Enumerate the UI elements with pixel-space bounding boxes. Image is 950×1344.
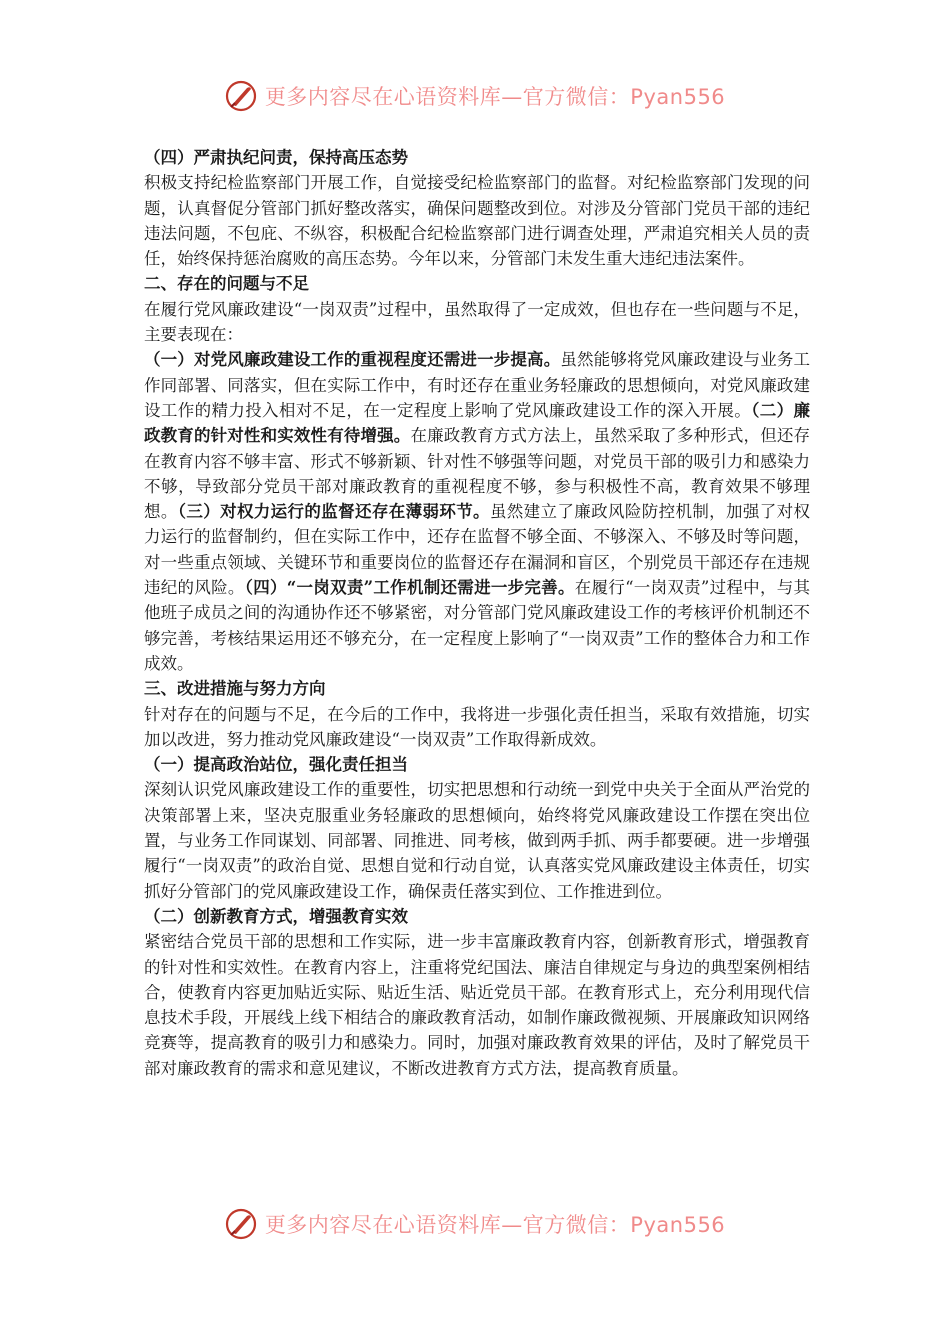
paragraph: 积极支持纪检监察部门开展工作，自觉接受纪检监察部门的监督。对纪检监察部门发现的问题，认真督促分管部门抓好整改落实，确保问题整改到位。对涉及分管部门党员干部的违纪违法问题，不包庇、不纵容，积极配合纪检监察部门进行调查处理，严肃追究相关人员的责任，始终保持惩治腐败的高压态势。今年以来，分管部门未发生重大违纪违法案件。 xyxy=(144,173,810,269)
section-heading: （一）提高政治站位，强化责任担当 xyxy=(144,755,408,775)
part-heading: 二、存在的问题与不足 xyxy=(144,274,309,294)
section-heading: （二）创新教育方式，增强教育实效 xyxy=(144,906,408,926)
inline-text: 虽然能够将党风廉政建设与业务工作同部署、同落实，但在实际工作中，有时还存在重业务轻廉政的思想倾向，对党风廉政建设工作的精力投入相对不足，在一定程度上影响了党风廉政建设工作的深入开展。 xyxy=(144,350,811,420)
paragraph: 针对存在的问题与不足，在今后的工作中，我将进一步强化责任担当，采取有效措施，切实加以改进，努力推动党风廉政建设“一岗双责”工作取得新成效。 xyxy=(144,704,810,749)
watermark-text: 更多内容尽在心语资料库—官方微信：Pyan556 xyxy=(264,1213,726,1237)
quill-logo-icon xyxy=(225,1208,257,1240)
inline-heading: （三）对权力运行的监督还存在薄弱环节。 xyxy=(177,502,490,522)
inline-text: 在履行“一岗双责”过程中，与其他班子成员之间的沟通协作还不够紧密，对分管部门党风廉政建设工作的考核评价机制还不够完善，考核结果运用还不够充分，在一定程度上影响了“一岗双责”工作的整体合力和工作成效。 xyxy=(144,578,811,673)
inline-text: 在廉政教育方式方法上，虽然采取了多种形式，但还存在教育内容不够丰富、形式不够新颖、针对性不够强等问题，对党员干部的吸引力和感染力不够，导致部分党员干部对廉政教育的重视程度不够，参与积极性不高，教育效果不够理想。 xyxy=(144,426,811,522)
problems-paragraph xyxy=(144,347,810,676)
paragraph: 在履行党风廉政建设“一岗双责”过程中，虽然取得了一定成效，但也存在一些问题与不足，主要表现在： xyxy=(144,299,810,345)
section-heading: （四）严肃执纪问责，保持高压态势 xyxy=(144,148,408,167)
footer-watermark xyxy=(0,1208,950,1240)
part-heading: 三、改进措施与努力方向 xyxy=(144,679,326,699)
inline-heading: （四）“一岗双责”工作机制还需进一步完善。 xyxy=(244,578,575,598)
inline-heading: （一）对党风廉政建设工作的重视程度还需进一步提高。 xyxy=(144,350,561,370)
quill-logo-icon xyxy=(225,80,257,112)
paragraph: 紧密结合党员干部的思想和工作实际，进一步丰富廉政教育内容，创新教育形式，增强教育的针对性和实效性。在教育内容上，注重将党纪国法、廉洁自律规定与身边的典型案例相结合，使教育内容更加贴近实际、贴近生活、贴近党员干部。在教育形式上，充分利用现代信息技术手段，开展线上线下相结合的廉政教育活动，如制作廉政微视频、开展廉政知识网络竞赛等，提高教育的吸引力和感染力。同时，加强对廉政教育效果的评估，及时了解党员干部对廉政教育的需求和意见建议，不断改进教育方式方法，提高教育质量。 xyxy=(144,932,810,1078)
paragraph: 深刻认识党风廉政建设工作的重要性，切实把思想和行动统一到党中央关于全面从严治党的决策部署上来，坚决克服重业务轻廉政的思想倾向，始终将党风廉政建设工作摆在突出位置，与业务工作同谋划、同部署、同推进、同考核，做到两手抓、两手都要硬。进一步增强履行“一岗双责”的政治自觉、思想自觉和行动自觉，认真落实党风廉政建设主体责任，切实抓好分管部门的党风廉政建设工作，确保责任落实到位、工作推进到位。 xyxy=(144,780,810,901)
watermark-text: 更多内容尽在心语资料库—官方微信：Pyan556 xyxy=(264,85,726,109)
inline-heading: （二）廉政教育的针对性和实效性有待增强。 xyxy=(144,400,811,446)
header-watermark xyxy=(0,80,950,112)
document-body xyxy=(144,145,810,1081)
inline-text: 虽然建立了廉政风险防控机制，加强了对权力运行的监督制约，但在实际工作中，还存在监督不够全面、不够深入、不够及时等问题，对一些重点领域、关键环节和重要岗位的监督还存在漏洞和盲区，个别党员干部还存在违规违纪的风险。 xyxy=(144,502,811,598)
